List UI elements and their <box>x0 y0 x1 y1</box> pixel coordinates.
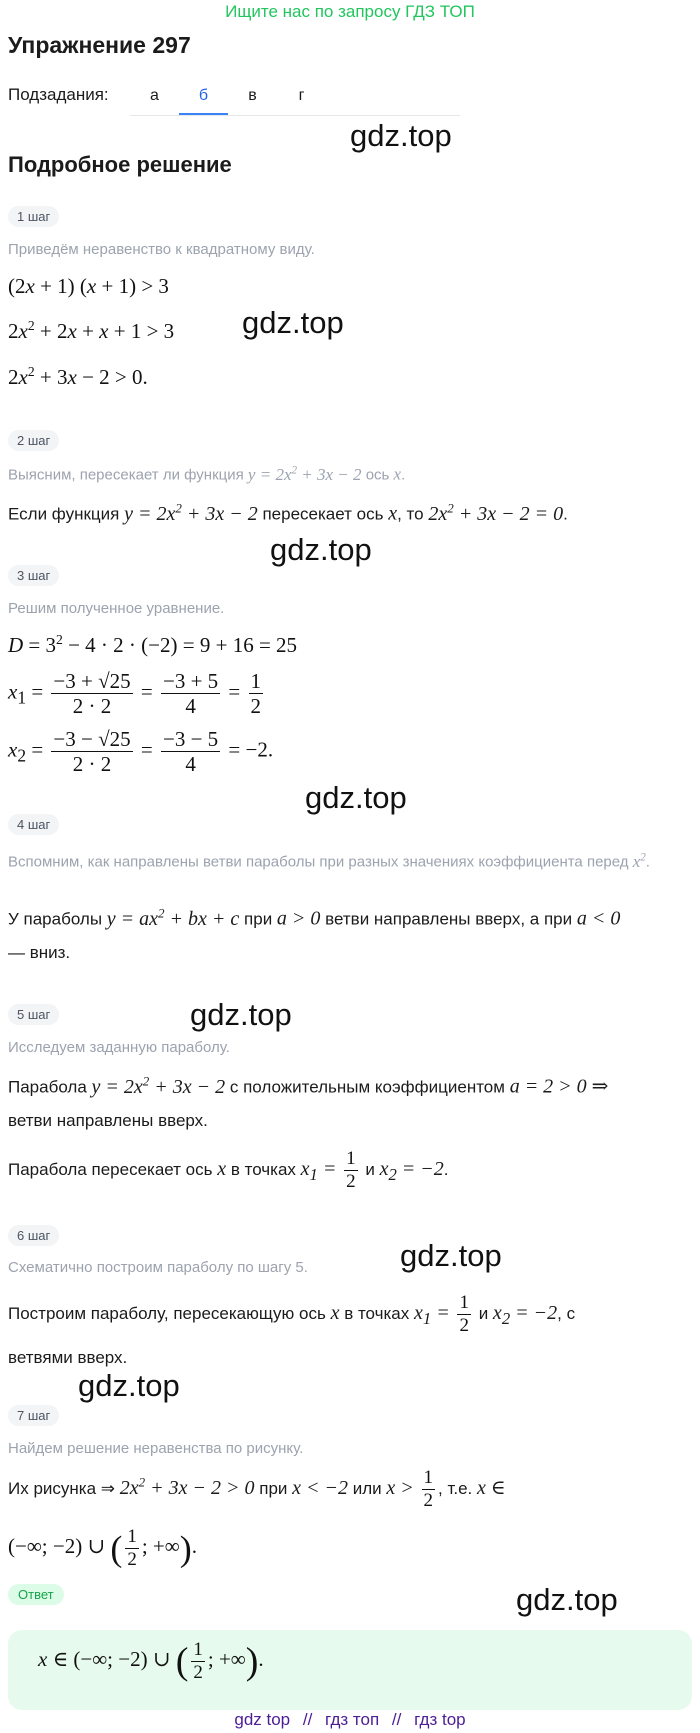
subtask-tabs <box>130 78 460 116</box>
step-hint-4: Вспомним, как направлены ветви параболы при разных значениях коэффициента перед $x^2$. <box>8 851 650 871</box>
step-text-5b: ветви направлены вверх. <box>8 1111 208 1130</box>
step-hint-7: Найдем решение неравенства по рисунку. <box>8 1440 304 1457</box>
step-text-5: Парабола $y = 2x^2 + 3x - 2$ с положительным коэффициентом a = 2 > 0 ⇒ <box>8 1073 609 1098</box>
tab-a[interactable]: а <box>150 87 159 104</box>
watermark: gdz.top <box>350 118 452 153</box>
step-badge-1: 1 шаг <box>8 206 59 227</box>
section-title: Подробное решение <box>8 152 232 177</box>
step-badge-2: 2 шаг <box>8 430 59 451</box>
step-text-4: У параболы $y = ax^2$ + bx + c при a > 0 ветви направлены вверх, а при a < 0 <box>8 905 621 930</box>
math-line: (2x + 1) (x + 1) > 3 <box>8 274 169 298</box>
footer-link-2[interactable]: гдз топ <box>325 1710 380 1729</box>
step-text-2: Если функция $y = 2x^2 + 3x - 2$ пересекает ось x, то $2x^2 + 3x - 2 = 0$. <box>8 500 568 525</box>
tab-b[interactable]: б <box>179 78 228 115</box>
math-line: $x_1$ = $\frac{-3 + √25}{2 \cdot 2}$ = $\frac{-3 + 5}{4}$ = $\frac{1}{2}$ <box>8 669 262 719</box>
step-hint-5: Исследуем заданную параболу. <box>8 1039 230 1056</box>
footer-separator: // <box>391 1710 402 1729</box>
page-title: Упражнение 297 <box>8 32 191 58</box>
watermark: gdz.top <box>305 780 407 815</box>
step-hint-2: Выясним, пересекает ли функция $y = 2x^2 + 3x - 2$ ось x. <box>8 464 406 484</box>
step-badge-3: 3 шаг <box>8 565 59 586</box>
watermark: gdz.top <box>400 1238 502 1273</box>
watermark: gdz.top <box>242 305 344 340</box>
search-banner[interactable]: Ищите нас по запросу ГДЗ ТОП <box>225 2 475 21</box>
step-badge-6: 6 шаг <box>8 1225 59 1246</box>
step-badge-5: 5 шаг <box>8 1004 59 1025</box>
step-text-4b: — вниз. <box>8 943 71 962</box>
math-line: $D = 3^2 - 4 \cdot 2 \cdot (-2) = 9 + 16 = 25$ <box>8 632 298 657</box>
step-text-5c: Парабола пересекает ось x в точках $x_1$ = $\frac{1}{2}$ и $x_2 = -2$. <box>8 1148 449 1192</box>
subtasks-label: Подзадания: <box>8 85 109 104</box>
step-text-6b: ветвями вверх. <box>8 1348 128 1367</box>
step-text-6: Построим параболу, пересекающую ось x в точках $x_1$ = $\frac{1}{2}$ и $x_2 = -2$, с <box>8 1292 576 1336</box>
tab-v[interactable]: в <box>248 87 257 104</box>
math-line: $x_2$ = $\frac{-3 - √25}{2 \cdot 2}$ = $\frac{-3 - 5}{4}$ = −2. <box>8 727 274 777</box>
watermark: gdz.top <box>190 997 292 1032</box>
math-line: $2x^2 + 3x - 2 > 0$. <box>8 364 148 389</box>
step-text-7: Их рисунка ⇒ $2x^2 + 3x - 2 > 0$ при x < −2 или x > $\frac{1}{2}$ , т.е. x ∈ <box>8 1467 506 1511</box>
step-badge-4: 4 шаг <box>8 814 59 835</box>
step-hint-6: Схематично построим параболу по шагу 5. <box>8 1259 308 1276</box>
math-line: (−∞; −2) ∪ ( $\frac{1}{2}$ ; +∞). <box>8 1526 197 1570</box>
answer-badge: Ответ <box>8 1584 64 1605</box>
footer <box>0 1710 700 1730</box>
footer-link-3[interactable]: гдз top <box>414 1710 466 1729</box>
math-line: $2x^2 + 2x + x + 1 > 3$ <box>8 318 175 343</box>
footer-link-1[interactable]: gdz top <box>234 1710 291 1729</box>
watermark: gdz.top <box>270 532 372 567</box>
watermark: gdz.top <box>516 1582 618 1617</box>
step-hint-3: Решим полученное уравнение. <box>8 600 225 617</box>
tab-g[interactable]: г <box>298 87 305 104</box>
watermark: gdz.top <box>78 1368 180 1403</box>
answer-math: x ∈ (−∞; −2) ∪ ( $\frac{1}{2}$ ; +∞). <box>38 1639 264 1683</box>
step-badge-7: 7 шаг <box>8 1405 59 1426</box>
footer-separator: // <box>302 1710 313 1729</box>
step-hint-1: Приведём неравенство к квадратному виду. <box>8 241 315 258</box>
